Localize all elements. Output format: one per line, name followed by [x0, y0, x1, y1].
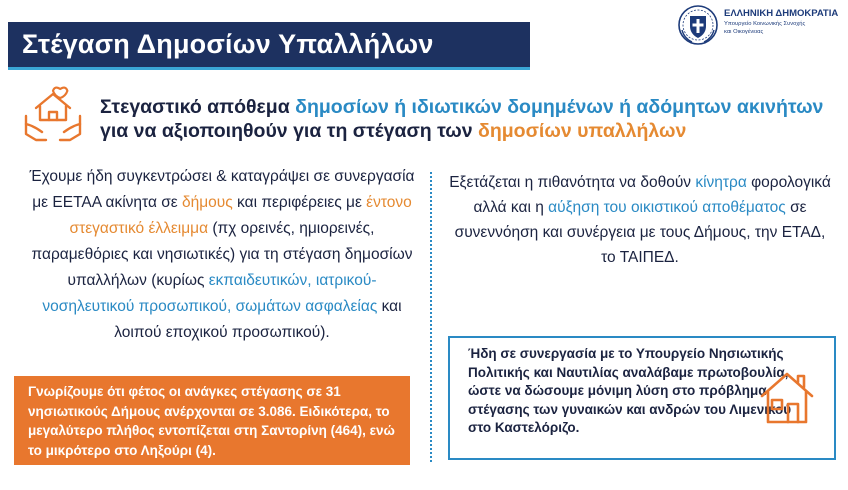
- right-paragraph: [448, 170, 832, 270]
- headline-highlight-employees: δημοσίων υπαλλήλων: [478, 120, 687, 142]
- logo-line-3: και Οικογένειας: [724, 29, 764, 35]
- headline: [100, 95, 840, 143]
- headline-part-1: Στεγαστικό απόθεμα: [100, 96, 296, 118]
- left-text-7: και λοιπού εποχικού προσωπικού).: [114, 298, 402, 341]
- left-highlight-municipalities: δήμους: [182, 194, 233, 211]
- slide-title-bar: [8, 22, 530, 70]
- left-text-1: Έχουμε ήδη συγκεντρώσει & καταγράψει σε συνεργασία με ΕΕΤΑΑ ακίνητα σε: [29, 168, 415, 211]
- left-paragraph: [26, 164, 418, 346]
- housing-needs-text: Γνωρίζουμε ότι φέτος οι ανάγκες στέγασης σε 31 νησιωτικούς Δήμους ανέρχονται σε 3.086. Ειδικότερα, το μεγαλύτερο πλήθος εντοπίζεται στη Σαντορίνη (464), ενώ το μικρότερο στο Ληξούρι (4).: [28, 384, 395, 458]
- right-highlight-stock-increase: αύξηση του οικιστικού αποθέματος: [548, 199, 786, 216]
- left-highlight-staff: εκπαιδευτικών, ιατρικού-νοσηλευτικού προσωπικού, σωμάτων ασφαλείας: [42, 272, 378, 315]
- right-text-5: σε συνεννόηση και συνέργεια με τους Δήμους, την ΕΤΑΔ, το ΤΑΙΠΕΔ.: [454, 199, 826, 266]
- home-hands-icon: [22, 82, 84, 144]
- ministry-logo: [676, 4, 846, 46]
- right-highlight-incentives: κίνητρα: [695, 174, 747, 191]
- left-text-3: και περιφέρειες με: [232, 194, 367, 211]
- right-text-3: φορολογικά αλλά και η: [473, 174, 831, 216]
- right-text-1: Εξετάζεται η πιθανότητα να δοθούν: [449, 174, 696, 191]
- coast-guard-text: Ήδη σε συνεργασία με το Υπουργείο Νησιωτικής Πολιτικής και Ναυτιλίας αναλάβαμε πρωτοβουλία, ώστε να δώσουμε μόνιμη λύση στο πρόβλημα στέγασης των γυναικών και ανδρών του Λιμενικού στο Καστελόριζο.: [468, 346, 792, 436]
- headline-highlight-properties: δημοσίων ή ιδιωτικών δομημένων ή αδόμητων ακινήτων: [295, 96, 824, 118]
- logo-line-1: ΕΛΛΗΝΙΚΗ ΔΗΜΟΚΡΑΤΙΑ: [724, 8, 839, 19]
- slide-title: Στέγαση Δημοσίων Υπαλλήλων: [22, 29, 434, 59]
- logo-line-2: Υπουργείο Κοινωνικής Συνοχής: [724, 21, 806, 27]
- house-outline-icon: [758, 370, 816, 426]
- left-highlight-housing-deficit: έντονο στεγαστικό έλλειμμα: [69, 194, 412, 237]
- column-divider: [430, 172, 432, 462]
- housing-needs-box: [14, 376, 410, 465]
- greek-emblem-icon: [676, 4, 720, 46]
- headline-part-3: για να αξιοποιηθούν για τη στέγαση των: [100, 120, 479, 142]
- left-text-5: (πχ ορεινές, ημιορεινές, παραμεθόριες και νησιωτικές) για τη στέγαση δημοσίων υπαλλήλων (κυρίως: [31, 220, 413, 289]
